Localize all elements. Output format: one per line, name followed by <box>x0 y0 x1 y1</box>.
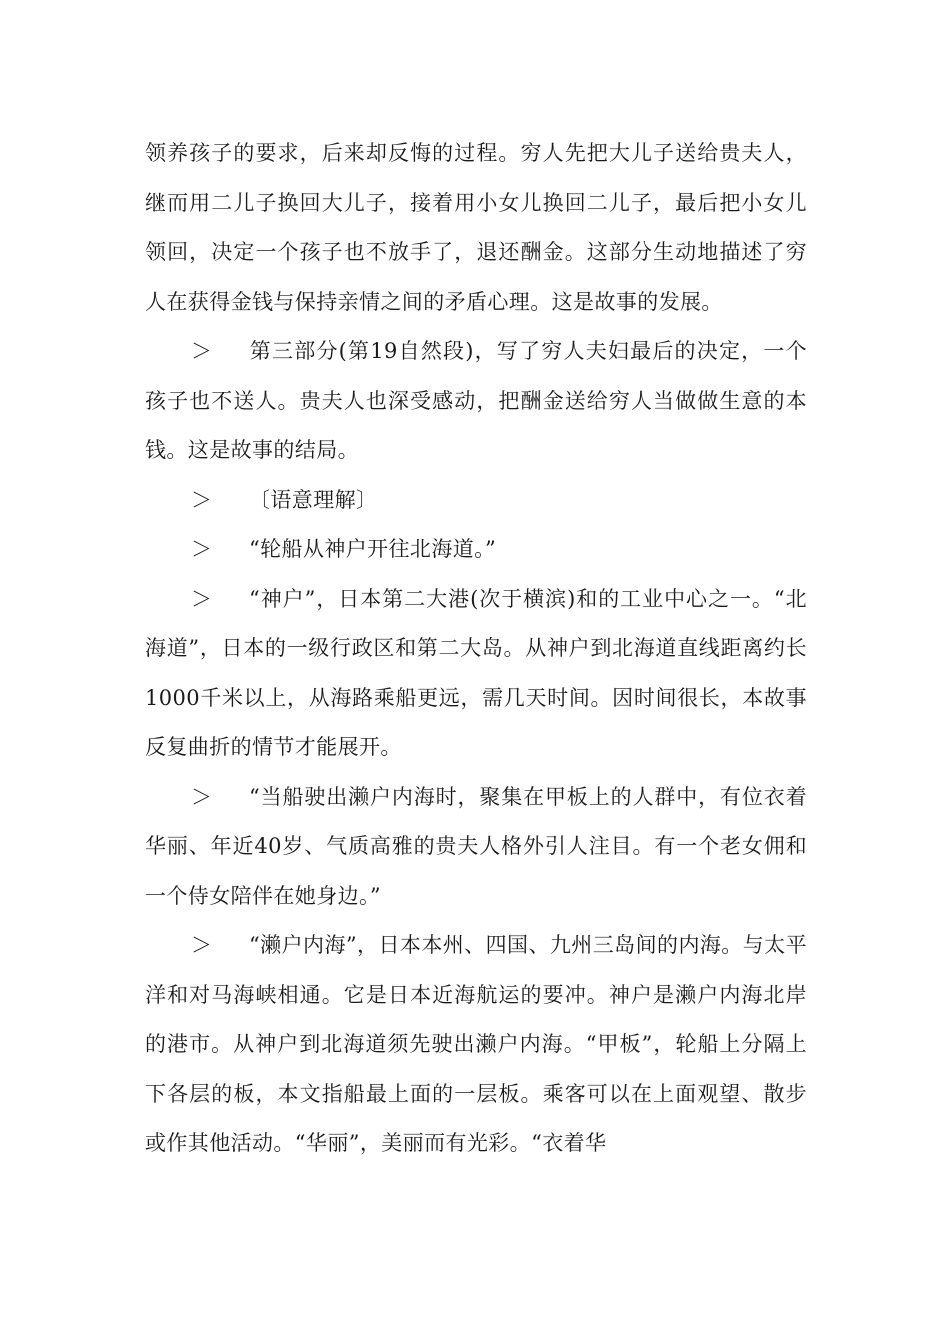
bullet-marker: ＞ <box>191 487 213 512</box>
paragraph-text: 领养孩子的要求，后来却反悔的过程。穷人先把大儿子送给贵夫人，继而用二儿子换回大儿子，接着用小女儿换回二儿子，最后把小女儿领回，决定一个孩子也不放手了，退还酬金。这部分生动地描述了穷人在获得金钱与保持亲情之间的矛盾心理。这是故事的发展。 <box>145 141 807 314</box>
section-heading: 〔语意理解〕 <box>249 487 378 512</box>
paragraph-kobe-hokkaido <box>145 575 807 773</box>
paragraph-section-heading <box>145 476 807 526</box>
paragraph-seto-inland-sea <box>145 921 807 1169</box>
paragraph-text: “神户”，日本第二大港(次于横滨)和的工业中心之一。“北海道”，日本的一级行政区和第二大岛。从神户到北海道直线距离约长1000千米以上，从海路乘船更远，需几天时间。因时间很长，本故事反复曲折的情节才能展开。 <box>145 586 807 759</box>
document-body <box>145 129 807 1169</box>
paragraph-text: “轮船从神户开往北海道。” <box>249 537 497 561</box>
paragraph-text: “濑户内海”，日本本州、四国、九州三岛间的内海。与太平洋和对马海峡相通。它是日本近海航运的要冲。神户是濑户内海北岸的港市。从神户到北海道须先驶出濑户内海。“甲板”，轮船上分隔上下各层的板，本文指船最上面的一层板。乘客可以在上面观望、散步或作其他活动。“华丽”，美丽而有光彩。“衣着华 <box>145 933 807 1155</box>
paragraph-text: 第三部分(第19自然段)，写了穷人夫妇最后的决定，一个孩子也不送人。贵夫人也深受感动，把酬金送给穷人当做做生意的本钱。这是故事的结局。 <box>145 339 807 462</box>
paragraph-quote-ship <box>145 525 807 575</box>
paragraph-part-three <box>145 327 807 476</box>
bullet-marker: ＞ <box>191 586 213 611</box>
paragraph-quote-lady <box>145 773 807 922</box>
bullet-marker: ＞ <box>191 339 213 363</box>
bullet-marker: ＞ <box>191 933 213 957</box>
bullet-marker: ＞ <box>191 537 213 561</box>
paragraph-story-development <box>145 129 807 327</box>
paragraph-text: “当船驶出濑户内海时，聚集在甲板上的人群中，有位衣着华丽、年近40岁、气质高雅的贵夫人格外引人注目。有一个老女佣和一个侍女陪伴在她身边。” <box>145 784 807 908</box>
bullet-marker: ＞ <box>191 784 213 809</box>
